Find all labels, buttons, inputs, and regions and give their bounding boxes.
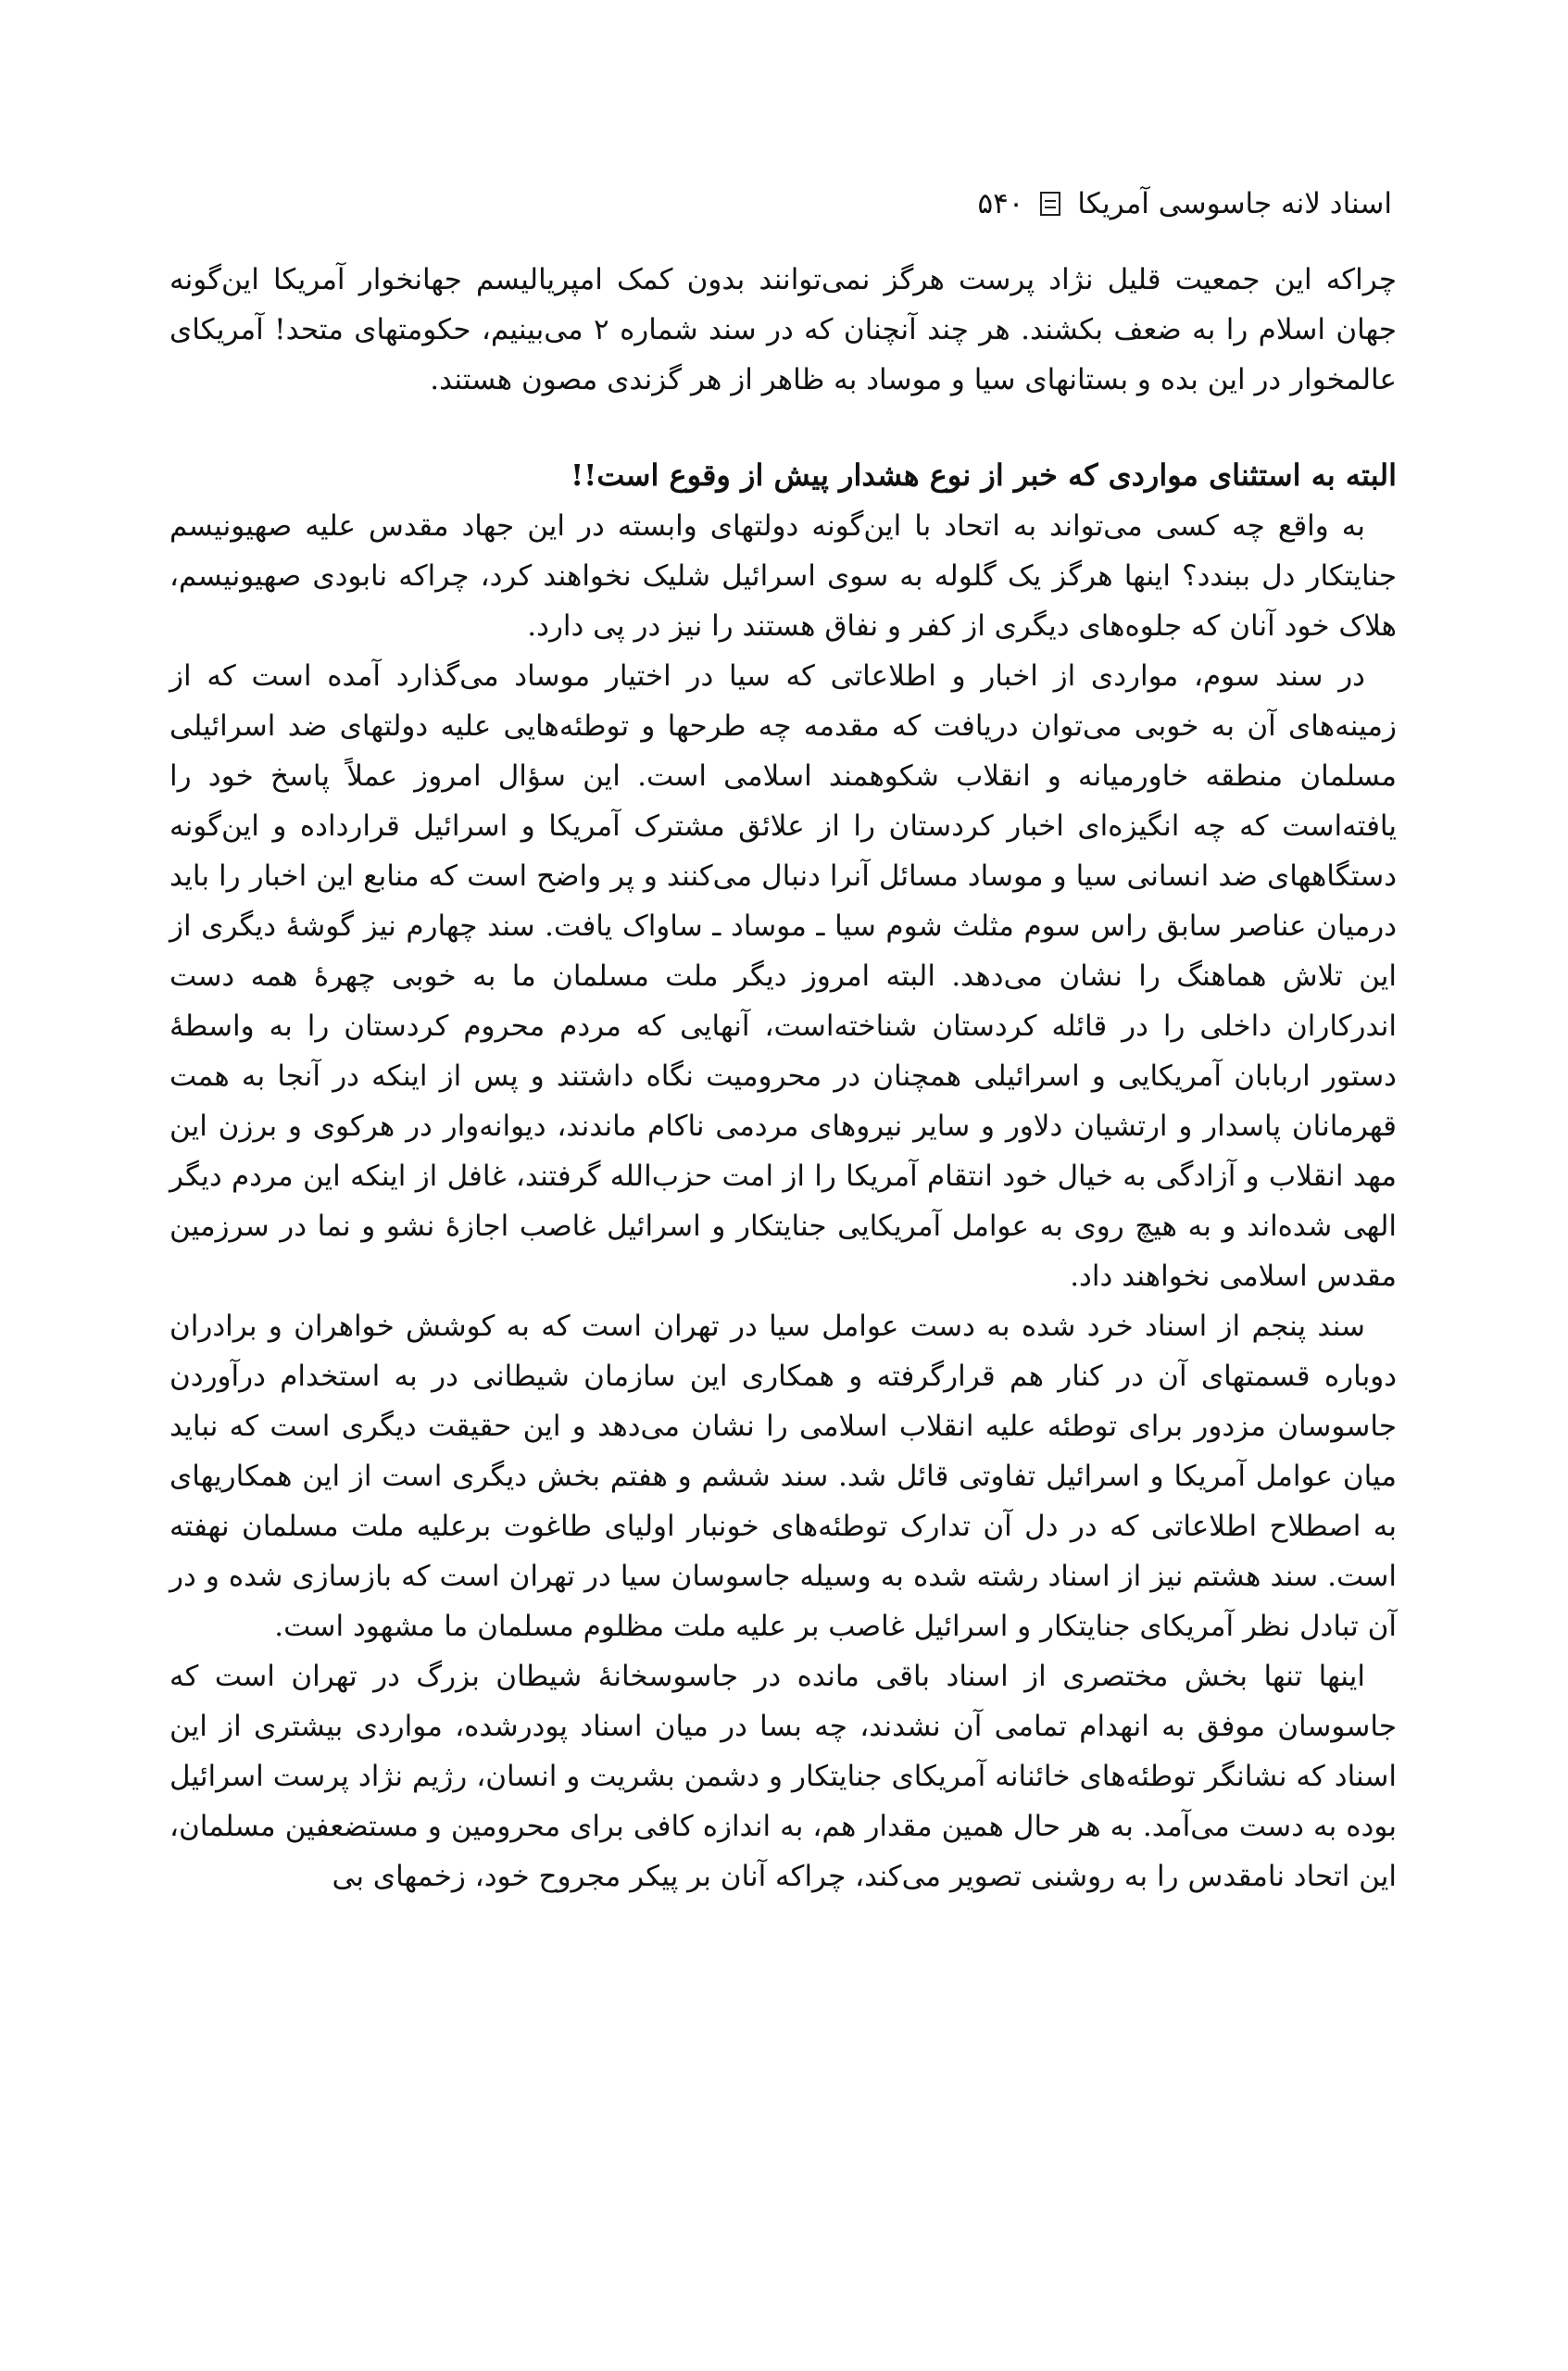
paragraph-2: به واقع چه کسی می‌تواند به اتحاد با این‌گونه دولتهای وابسته در این جهاد مقدس علیه صهیونیسم جنایتکار دل ببندد؟ اینها هرگز یک گلوله به سوی اسرائیل شلیک نخواهند کرد، چراکه نابودی صهیونیسم، هلاک خود آنان که جلوه‌های دیگری از کفر و نفاق هستند را نیز در پی دارد. <box>169 509 1397 643</box>
running-header <box>169 183 1392 224</box>
book-icon <box>1040 192 1060 216</box>
paragraph-3: در سند سوم، مواردی از اخبار و اطلاعاتی که سیا در اختیار موساد می‌گذارد آمده است که از زمینه‌های آن به خوبی می‌توان دریافت که مقدمه چه طرحها و توطئه‌هایی علیه دولتهای ضد اسرائیلی مسلمان منطقه خاورمیانه و انقلاب شکوهمند اسلامی است. این سؤال امروز عملاً پاسخ خود را یافته‌است که چه انگیزه‌ای اخبار کردستان را از علائق مشترک آمریکا و اسرائیل قرارداده و این‌گونه دستگاههای ضد انسانی سیا و موساد مسائل آنرا دنبال می‌کنند و پر واضح است که منابع این اخبار را باید درمیان عناصر سابق راس سوم مثلث شوم سیا ـ موساد ـ ساواک یافت. سند چهارم نیز گوشهٔ دیگری از این تلاش هماهنگ را نشان می‌دهد. البته امروز دیگر ملت مسلمان ما به خوبی چهرهٔ همه دست اندرکاران داخلی را در قائله کردستان شناخته‌است، آنهایی که مردم محروم کردستان را به واسطهٔ دستور اربابان آمریکایی و اسرائیلی همچنان در محرومیت نگاه داشتند و پس از اینکه در آنجا به همت قهرمانان پاسدار و ارتشیان دلاور و سایر نیروهای مردمی ناکام ماندند، دیوانه‌وار در هرکوی و برزن این مهد انقلاب و آزادگی به خیال خود انتقام آمریکا را از امت حزب‌الله گرفتند، غافل از اینکه این مردم دیگر الهی شده‌اند و به هیچ روی به عوامل آمریکایی جنایتکار و اسرائیل غاصب اجازهٔ نشو و نما در سرزمین مقدس اسلامی نخواهند داد. <box>169 659 1397 1293</box>
section-heading: البته به استثنای مواردی که خبر از نوع هشدار پیش از وقوع است!! <box>571 458 1397 493</box>
body-text <box>169 255 1397 1901</box>
page-number: ۵۴۰ <box>977 187 1024 220</box>
book-title: اسناد لانه جاسوسی آمریکا <box>1077 187 1392 220</box>
paragraph-5: اینها تنها بخش مختصری از اسناد باقی مانده در جاسوسخانهٔ شیطان بزرگ در تهران است که جاسوسان موفق به انهدام تمامی آن نشدند، چه بسا در میان اسناد پودرشده، مواردی بیشتری از این اسناد که نشانگر توطئه‌های خائنانه آمریکای جنایتکار و دشمن بشریت و انسان، رژیم نژاد پرست اسرائیل بوده به دست می‌آمد. به هر حال همین مقدار هم، به اندازه کافی برای محرومین و مستضعفین مسلمان، این اتحاد نامقدس را به روشنی تصویر می‌کند، چراکه آنان بر پیکر مجروح خود، زخمهای بی <box>169 1660 1397 1893</box>
paragraph-1: چراکه این جمعیت قلیل نژاد پرست هرگز نمی‌توانند بدون کمک امپریالیسم جهانخوار آمریکا این‌گونه جهان اسلام را به ضعف بکشند. هر چند آنچنان که در سند شماره ۲ می‌بینیم، حکومتهای متحد! آمریکای عالمخوار در این بده و بستانهای سیا و موساد به ظاهر از هر گزندی مصون هستند. <box>169 263 1398 396</box>
paragraph-4: سند پنجم از اسناد خرد شده به دست عوامل سیا در تهران است که به کوشش خواهران و برادران دوباره قسمتهای آن در کنار هم قرارگرفته و همکاری این سازمان شیطانی در به استخدام درآوردن جاسوسان مزدور برای توطئه علیه انقلاب اسلامی را نشان می‌دهد و این حقیقت دیگری است که نباید میان عوامل آمریکا و اسرائیل تفاوتی قائل شد. سند ششم و هفتم بخش دیگری است از این همکاریهای به اصطلاح اطلاعاتی که در دل آن تدارک توطئه‌های خونبار اولیای طاغوت برعلیه ملت مسلمان نهفته است. سند هشتم نیز از اسناد رشته شده به وسیله جاسوسان سیا در تهران است که بازسازی شده و در آن تبادل نظر آمریکای جنایتکار و اسرائیل غاصب بر علیه ملت مظلوم مسلمان ما مشهود است. <box>169 1310 1397 1643</box>
